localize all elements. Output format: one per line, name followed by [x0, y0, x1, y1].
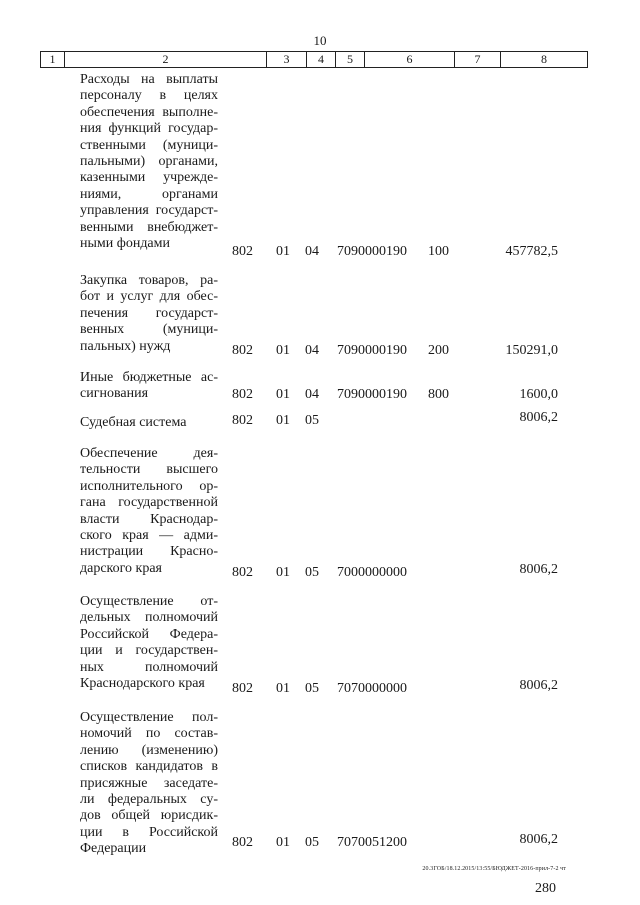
row-sum: 457782,5: [505, 244, 558, 259]
row-rz: 01: [276, 413, 290, 428]
header-cell-4: 4: [307, 52, 336, 67]
row-ved: 802: [232, 244, 253, 259]
row-rz: 01: [276, 244, 290, 259]
row-csr: 7070000000: [337, 681, 407, 696]
header-cell-6: 6: [365, 52, 455, 67]
row-name: Закупка товаров, ра-бот и услуг для обес-печения государст-венных (муници-пальных) нужд: [80, 273, 218, 354]
row-sum: 1600,0: [519, 387, 558, 402]
row-pr: 04: [305, 387, 319, 402]
header-cell-8: 8: [541, 52, 547, 66]
header-cell-5: 5: [336, 52, 365, 67]
row-rz: 01: [276, 343, 290, 358]
page-number-top: 10: [313, 33, 327, 48]
document-footer-code: 20.3ГОБ/18.12.2015/13:55/БЮДЖЕТ-2016-прил-7-2 чт: [422, 866, 566, 872]
row-name: Обеспечение дея-тельности высшего исполнительного ор-гана государственной власти Краснодар-ского края — адми-нистрации Красно-дарского края: [80, 446, 218, 576]
row-ved: 802: [232, 413, 253, 428]
row-ved: 802: [232, 387, 253, 402]
row-ved: 802: [232, 565, 253, 580]
row-name: Осуществление пол-номочий по состав-лению (изменению) списков кандидатов в присяжные заседате-ли федеральных су-дов общей юрисдик-ции в Российской Федерации: [80, 710, 218, 857]
row-pr: 04: [305, 244, 319, 259]
row-vr: 200: [428, 343, 449, 358]
header-cell-3: 3: [267, 52, 307, 67]
row-sum: 8006,2: [519, 410, 558, 425]
row-pr: 04: [305, 343, 319, 358]
row-csr: 7000000000: [337, 565, 407, 580]
row-rz: 01: [276, 387, 290, 402]
row-csr: 7070051200: [337, 835, 407, 850]
row-name: Осуществление от-дельных полномочий Российской Федера-ции и государствен-ных полномочий Краснодарского края: [80, 594, 218, 692]
row-name: Иные бюджетные ас-сигнования: [80, 370, 218, 402]
row-ved: 802: [232, 343, 253, 358]
row-ved: 802: [232, 681, 253, 696]
row-sum: 8006,2: [519, 832, 558, 847]
row-pr: 05: [305, 413, 319, 428]
row-name: Расходы на выплаты персоналу в целях обеспечения выполне-ния функций государ-ственными (муници-пальными) органами, казенными учрежде-ниями, органами управления государст-венными внебюджет-ными фондами: [80, 72, 218, 252]
row-csr: 7090000190: [337, 387, 407, 402]
row-sum: 8006,2: [519, 562, 558, 577]
row-vr: 800: [428, 387, 449, 402]
header-cell-7: 7: [455, 52, 501, 67]
row-rz: 01: [276, 565, 290, 580]
row-name: Судебная система: [80, 415, 187, 430]
row-sum: 8006,2: [519, 678, 558, 693]
row-rz: 01: [276, 681, 290, 696]
row-pr: 05: [305, 835, 319, 850]
row-vr: 100: [428, 244, 449, 259]
row-sum: 150291,0: [505, 343, 558, 358]
table-header: [40, 51, 588, 68]
header-cell-1: 1: [41, 52, 65, 67]
row-pr: 05: [305, 681, 319, 696]
row-csr: 7090000190: [337, 343, 407, 358]
page-number-bottom: 280: [535, 881, 556, 896]
header-cell-2: 2: [65, 52, 267, 67]
row-ved: 802: [232, 835, 253, 850]
row-rz: 01: [276, 835, 290, 850]
row-csr: 7090000190: [337, 244, 407, 259]
row-pr: 05: [305, 565, 319, 580]
